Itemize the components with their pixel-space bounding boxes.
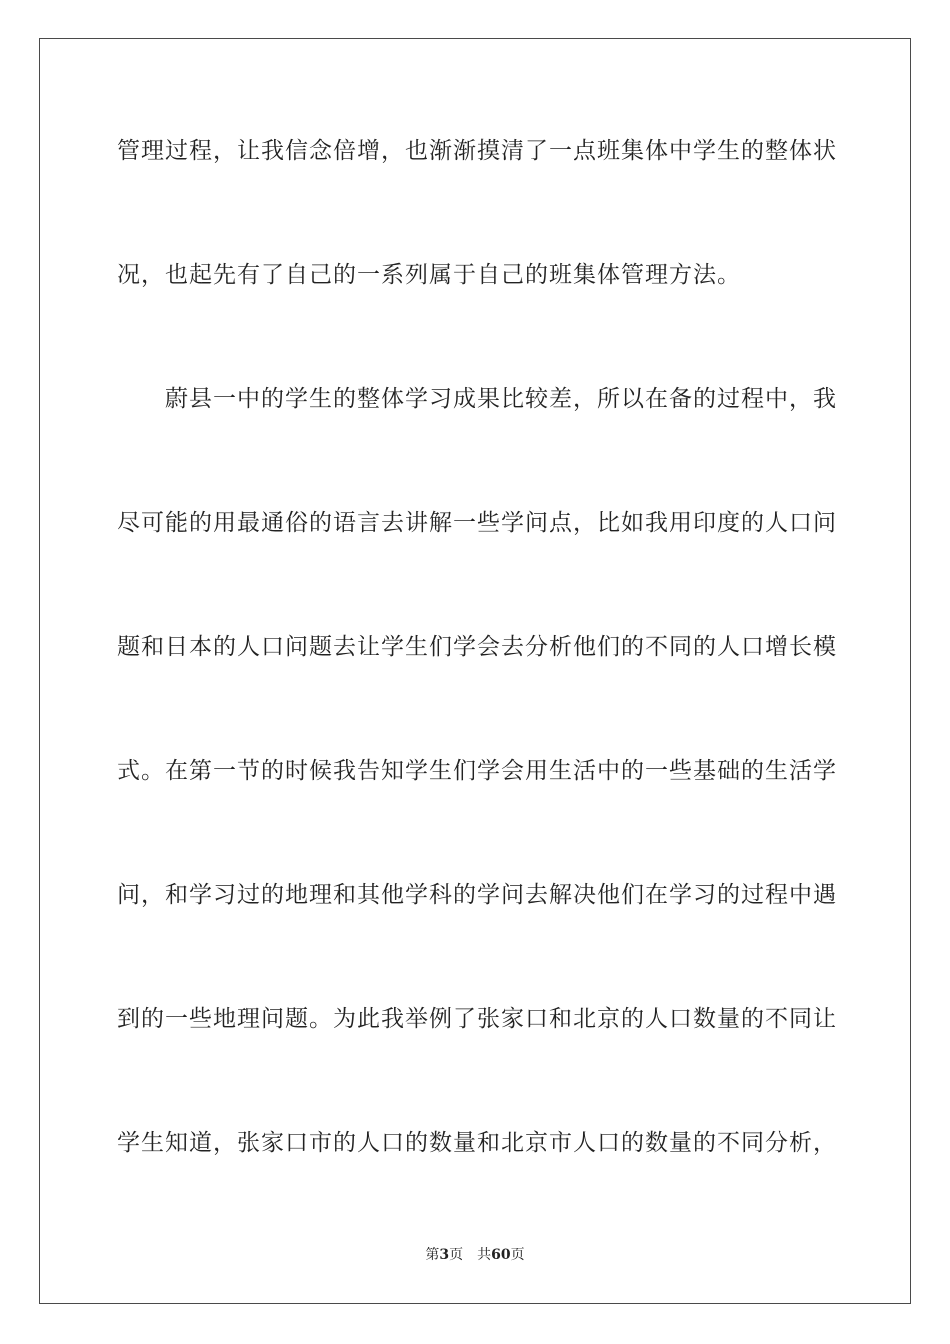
body-text-line: 尽可能的用最通俗的语言去讲解一些学问点，比如我用印度的人口问 xyxy=(117,510,837,536)
total-pages: 60 xyxy=(491,1247,511,1263)
body-text-line: 式。在第一节的时候我告知学生们学会用生活中的一些基础的生活学 xyxy=(117,758,837,784)
body-text-line: 学生知道，张家口市的人口的数量和北京市人口的数量的不同分析， xyxy=(117,1130,837,1156)
footer-page-suffix: 页 xyxy=(449,1247,464,1263)
page-footer xyxy=(0,1246,950,1264)
footer-total-prefix: 共 xyxy=(477,1247,492,1263)
body-text-line: 况，也起先有了自己的一系列属于自己的班集体管理方法。 xyxy=(117,262,741,288)
page-number: 3 xyxy=(439,1247,450,1263)
footer-total-suffix: 页 xyxy=(510,1247,525,1263)
body-text-line: 题和日本的人口问题去让学生们学会去分析他们的不同的人口增长模 xyxy=(117,634,837,660)
footer-prefix: 第 xyxy=(425,1247,440,1263)
body-text-line: 到的一些地理问题。为此我举例了张家口和北京的人口数量的不同让 xyxy=(117,1006,837,1032)
body-text-line: 蔚县一中的学生的整体学习成果比较差，所以在备的过程中，我 xyxy=(117,386,837,412)
page-border xyxy=(39,38,911,1304)
body-text-line: 问，和学习过的地理和其他学科的学问去解决他们在学习的过程中遇 xyxy=(117,882,837,908)
body-text-line: 管理过程，让我信念倍增，也渐渐摸清了一点班集体中学生的整体状 xyxy=(117,138,837,164)
